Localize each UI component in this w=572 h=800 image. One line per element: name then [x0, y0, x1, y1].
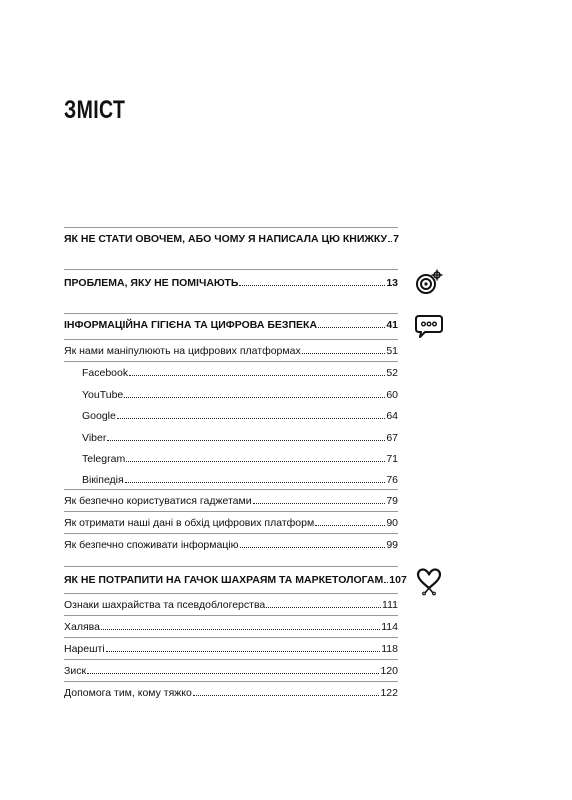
toc-entry[interactable]: [64, 573, 407, 587]
toc-entry-label: Як безпечно споживати інформацію: [64, 539, 239, 551]
toc-entry-label: ІНФОРМАЦІЙНА ГІГІЄНА ТА ЦИФРОВА БЕЗПЕКА: [64, 319, 318, 331]
dot-leader: [266, 598, 381, 608]
toc-entry-label: Вікіпедія: [82, 474, 124, 486]
toc-entry[interactable]: [64, 664, 398, 678]
toc-entry[interactable]: [64, 366, 398, 380]
toc-entry-label: Ознаки шахрайства та псевдоблогерства: [64, 599, 266, 611]
dot-leader: [253, 494, 386, 504]
dot-leader: [193, 686, 380, 696]
toc-entry[interactable]: [64, 388, 398, 402]
dot-leader: [384, 573, 388, 583]
target-icon: [414, 268, 444, 298]
toc-entry-page: 79: [386, 495, 398, 507]
toc-entry[interactable]: [64, 318, 398, 332]
toc-entry-label: Як отримати наші дані в обхід цифрових платформ: [64, 517, 315, 529]
toc-entry[interactable]: [64, 452, 398, 466]
toc-entry-page: 107: [389, 574, 407, 586]
dot-leader: [239, 276, 385, 286]
toc-entry[interactable]: [64, 232, 398, 246]
toc-entry-page: 90: [386, 517, 398, 529]
toc-entry[interactable]: [64, 538, 398, 552]
toc-entry-page: 71: [386, 453, 398, 465]
toc-entry-label: Зиск: [64, 665, 87, 677]
dot-leader: [117, 409, 385, 419]
toc-entry-label: ЯК НЕ ПОТРАПИТИ НА ГАЧОК ШАХРАЯМ ТА МАРКЕТОЛОГАМ: [64, 574, 384, 586]
toc-entry[interactable]: [64, 642, 398, 656]
dot-leader: [388, 232, 392, 242]
toc-entry-page: 99: [386, 539, 398, 551]
toc-entry-page: 120: [380, 665, 398, 677]
toc-entry-page: 114: [381, 621, 398, 633]
toc-entry-label: Як безпечно користуватися гаджетами: [64, 495, 252, 507]
toc-entry-label: Viber: [82, 432, 107, 444]
toc-entry[interactable]: [64, 686, 398, 700]
table-of-contents: [64, 0, 407, 800]
toc-entry-label: Google: [82, 410, 116, 422]
toc-entry[interactable]: [64, 431, 398, 445]
toc-entry-page: 67: [386, 432, 398, 444]
toc-entry-page: 41: [386, 319, 398, 331]
toc-entry-page: 51: [386, 345, 398, 357]
dot-leader: [124, 388, 385, 398]
dot-leader: [126, 452, 385, 462]
toc-entry-page: 122: [380, 687, 398, 699]
toc-entry-label: Нарешті: [64, 643, 105, 655]
dot-leader: [107, 431, 385, 441]
heart-hook-icon: [414, 566, 444, 596]
toc-entry-label: YouTube: [82, 389, 124, 401]
toc-entry-label: Допомога тим, кому тяжко: [64, 687, 192, 699]
dot-leader: [125, 473, 386, 483]
toc-entry-page: 60: [386, 389, 398, 401]
dot-leader: [302, 344, 386, 354]
toc-entry-label: Халява: [64, 621, 100, 633]
dot-leader: [315, 516, 385, 526]
toc-entry-label: Як нами маніпулюють на цифрових платформах: [64, 345, 301, 357]
toc-entry[interactable]: [64, 473, 398, 487]
toc-entry-page: 111: [382, 599, 398, 611]
toc-entry[interactable]: [64, 620, 398, 634]
toc-entry-page: 7: [393, 233, 399, 245]
toc-entry-page: 76: [386, 474, 398, 486]
toc-entry[interactable]: [64, 409, 398, 423]
dot-leader: [129, 366, 385, 376]
dot-leader: [240, 538, 386, 548]
toc-entry[interactable]: [64, 598, 398, 612]
toc-entry-label: Telegram: [82, 453, 126, 465]
toc-entry-label: Facebook: [82, 367, 129, 379]
dot-leader: [106, 642, 381, 652]
toc-entry[interactable]: [64, 516, 398, 530]
page-title: ЗМІСТ: [64, 96, 126, 124]
dot-leader: [87, 664, 379, 674]
toc-entry[interactable]: [64, 276, 398, 290]
dot-leader: [318, 318, 385, 328]
toc-entry-page: 64: [386, 410, 398, 422]
toc-entry-label: ПРОБЛЕМА, ЯКУ НЕ ПОМІЧАЮТЬ: [64, 277, 239, 289]
toc-entry[interactable]: [64, 344, 398, 358]
toc-entry-page: 13: [386, 277, 398, 289]
toc-entry-label: ЯК НЕ СТАТИ ОВОЧЕМ, АБО ЧОМУ Я НАПИСАЛА ЦЮ КНИЖКУ: [64, 233, 388, 245]
dot-leader: [101, 620, 380, 630]
toc-entry-page: 118: [381, 643, 398, 655]
toc-entry-page: 52: [386, 367, 398, 379]
chat-bubble-icon: [414, 310, 444, 340]
toc-entry[interactable]: [64, 494, 398, 508]
